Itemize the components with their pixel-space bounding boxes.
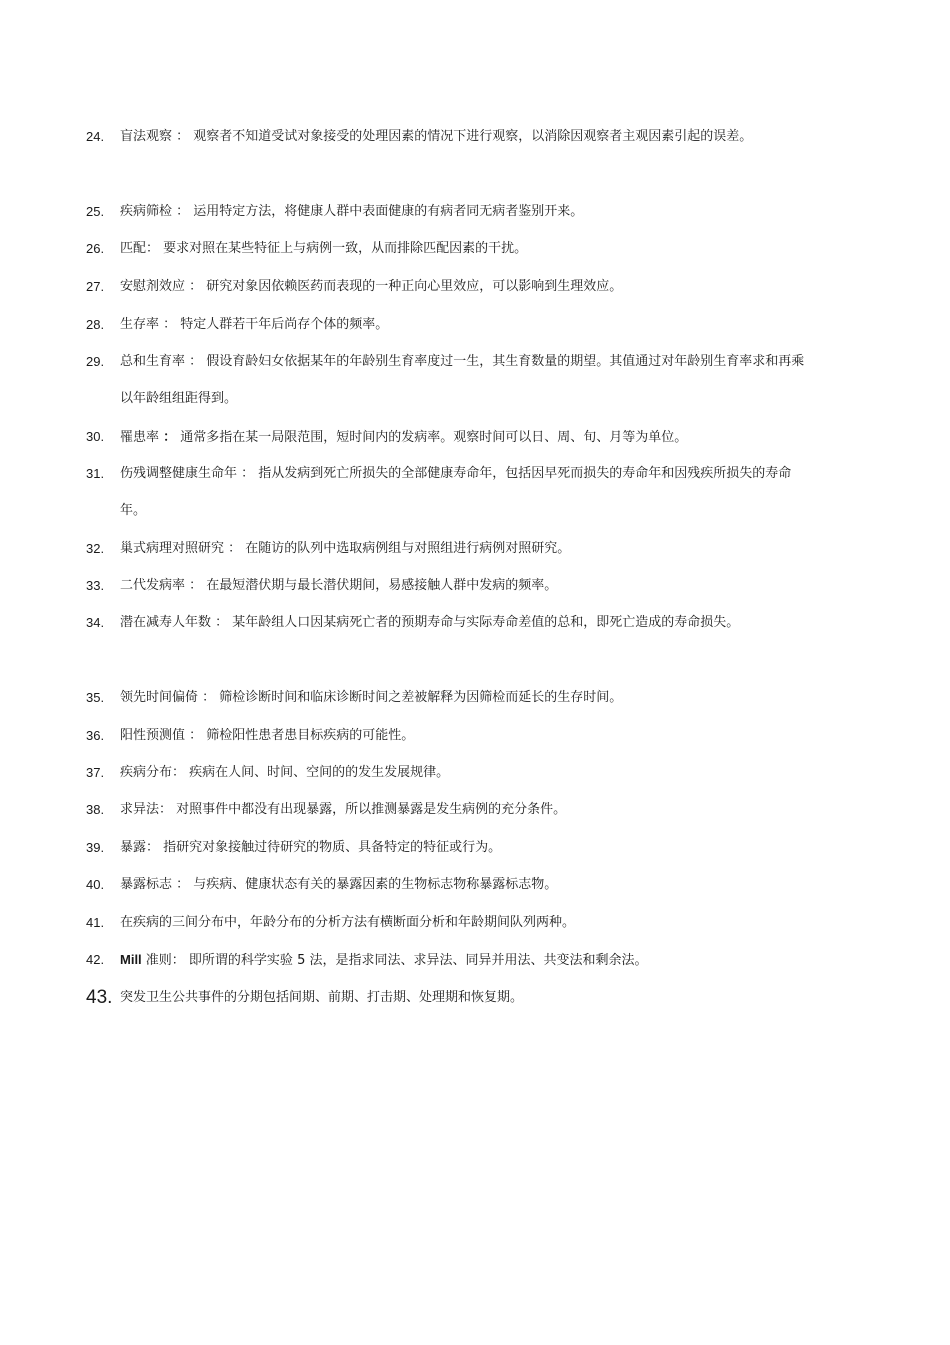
item-number: 29. [86,354,105,369]
list-item [86,230,806,267]
list-item [86,904,806,941]
item-number: 28. [86,317,105,332]
list-item [86,567,806,604]
list-item [86,118,806,155]
colon: ： [163,429,177,444]
list-item [86,679,806,716]
item-text: 安慰剂效应 ： 研究对象因依赖医药而表现的一种正向心里效应，可以影响到生理效应。 [120,279,623,294]
item-text: 暴露： 指研究对象接触过待研究的物质、具备特定的特征或行为。 [120,840,502,855]
item-number: 25. [86,204,105,219]
item-number: 31. [86,466,105,481]
item-text: 生存率 ： 特定人群若干年后尚存个体的频率。 [120,317,389,332]
list-item [86,979,806,1016]
list-item [86,866,806,903]
item-number: 24. [86,129,105,144]
item-number: 30. [86,429,105,444]
item-number: 36. [86,728,105,743]
item-text: 伤残调整健康生命年 ： 指从发病到死亡所损失的全部健康寿命年，包括因早死而损失的寿命年和因残疾所损失的寿命年。 [120,466,792,518]
item-number: 42. [86,952,105,967]
list-item [86,754,806,791]
item-text: 领先时间偏倚 ： 筛检诊断时间和临床诊断时间之差被解释为因筛检而延长的生存时间。 [120,690,623,705]
item-text: 二代发病率 ： 在最短潜伏期与最长潜伏期间，易感接触人群中发病的频率。 [120,578,558,593]
item-number: 27. [86,279,105,294]
item-number: 41. [86,915,105,930]
definition: 准则： 即所谓的科学实验 5 法，是指求同法、求异法、同异并用法、共变法和剩余法。 [141,953,648,968]
item-number: 37. [86,765,105,780]
item-text: 疾病分布： 疾病在人间、时间、空间的的发生发展规律。 [120,765,450,780]
item-text [120,418,806,456]
item-number: 35. [86,690,105,705]
item-text: 潜在减寿人年数 ： 某年龄组人口因某病死亡者的预期寿命与实际寿命差值的总和，即死亡造成的寿命损失。 [120,615,740,630]
term: Mill [120,952,142,967]
list-item [86,193,806,230]
item-text: 阳性预测值 ： 筛检阳性患者患目标疾病的可能性。 [120,728,415,743]
list-item [86,418,806,456]
item-text: 盲法观察 ： 观察者不知道受试对象接受的处理因素的情况下进行观察，以消除因观察者主观因素引起的误差。 [120,129,753,144]
item-text [120,941,806,979]
list-item [86,941,806,979]
list-item [86,343,806,417]
item-number: 39. [86,840,105,855]
item-text: 求异法： 对照事件中都没有出现暴露，所以推测暴露是发生病例的充分条件。 [120,802,567,817]
term: 罹患率 [120,430,164,445]
item-number: 40. [86,877,105,892]
item-number: 26. [86,241,105,256]
list-item [86,455,806,529]
list-item [86,530,806,567]
item-number: 33. [86,578,105,593]
list-item [86,717,806,754]
item-text: 总和生育率 ： 假设育龄妇女依据某年的年龄别生育率度过一生，其生育数量的期望。其值通过对年龄别生育率求和再乘以年龄组组距得到。 [120,354,805,406]
list-item [86,306,806,343]
list-item [86,604,806,641]
item-text: 暴露标志 ： 与疾病、健康状态有关的暴露因素的生物标志物称暴露标志物。 [120,877,558,892]
item-text: 疾病筛检 ： 运用特定方法，将健康人群中表面健康的有病者同无病者鉴别开来。 [120,204,584,219]
list-item [86,791,806,828]
item-number: 43. [86,987,113,1008]
item-text: 巢式病理对照研究 ： 在随访的队列中选取病例组与对照组进行病例对照研究。 [120,541,571,556]
list-item [86,829,806,866]
item-text: 突发卫生公共事件的分期包括间期、前期、打击期、处理期和恢复期。 [120,990,524,1005]
item-number: 32. [86,541,105,556]
item-number: 38. [86,802,105,817]
item-text: 在疾病的三间分布中，年龄分布的分析方法有横断面分析和年龄期间队列两种。 [120,915,576,930]
list-item [86,268,806,305]
definition: 通常多指在某一局限范围，短时间内的发病率。观察时间可以日、周、旬、月等为单位。 [176,430,688,445]
item-text: 匹配： 要求对照在某些特征上与病例一致，从而排除匹配因素的干扰。 [120,241,528,256]
item-number: 34. [86,615,105,630]
